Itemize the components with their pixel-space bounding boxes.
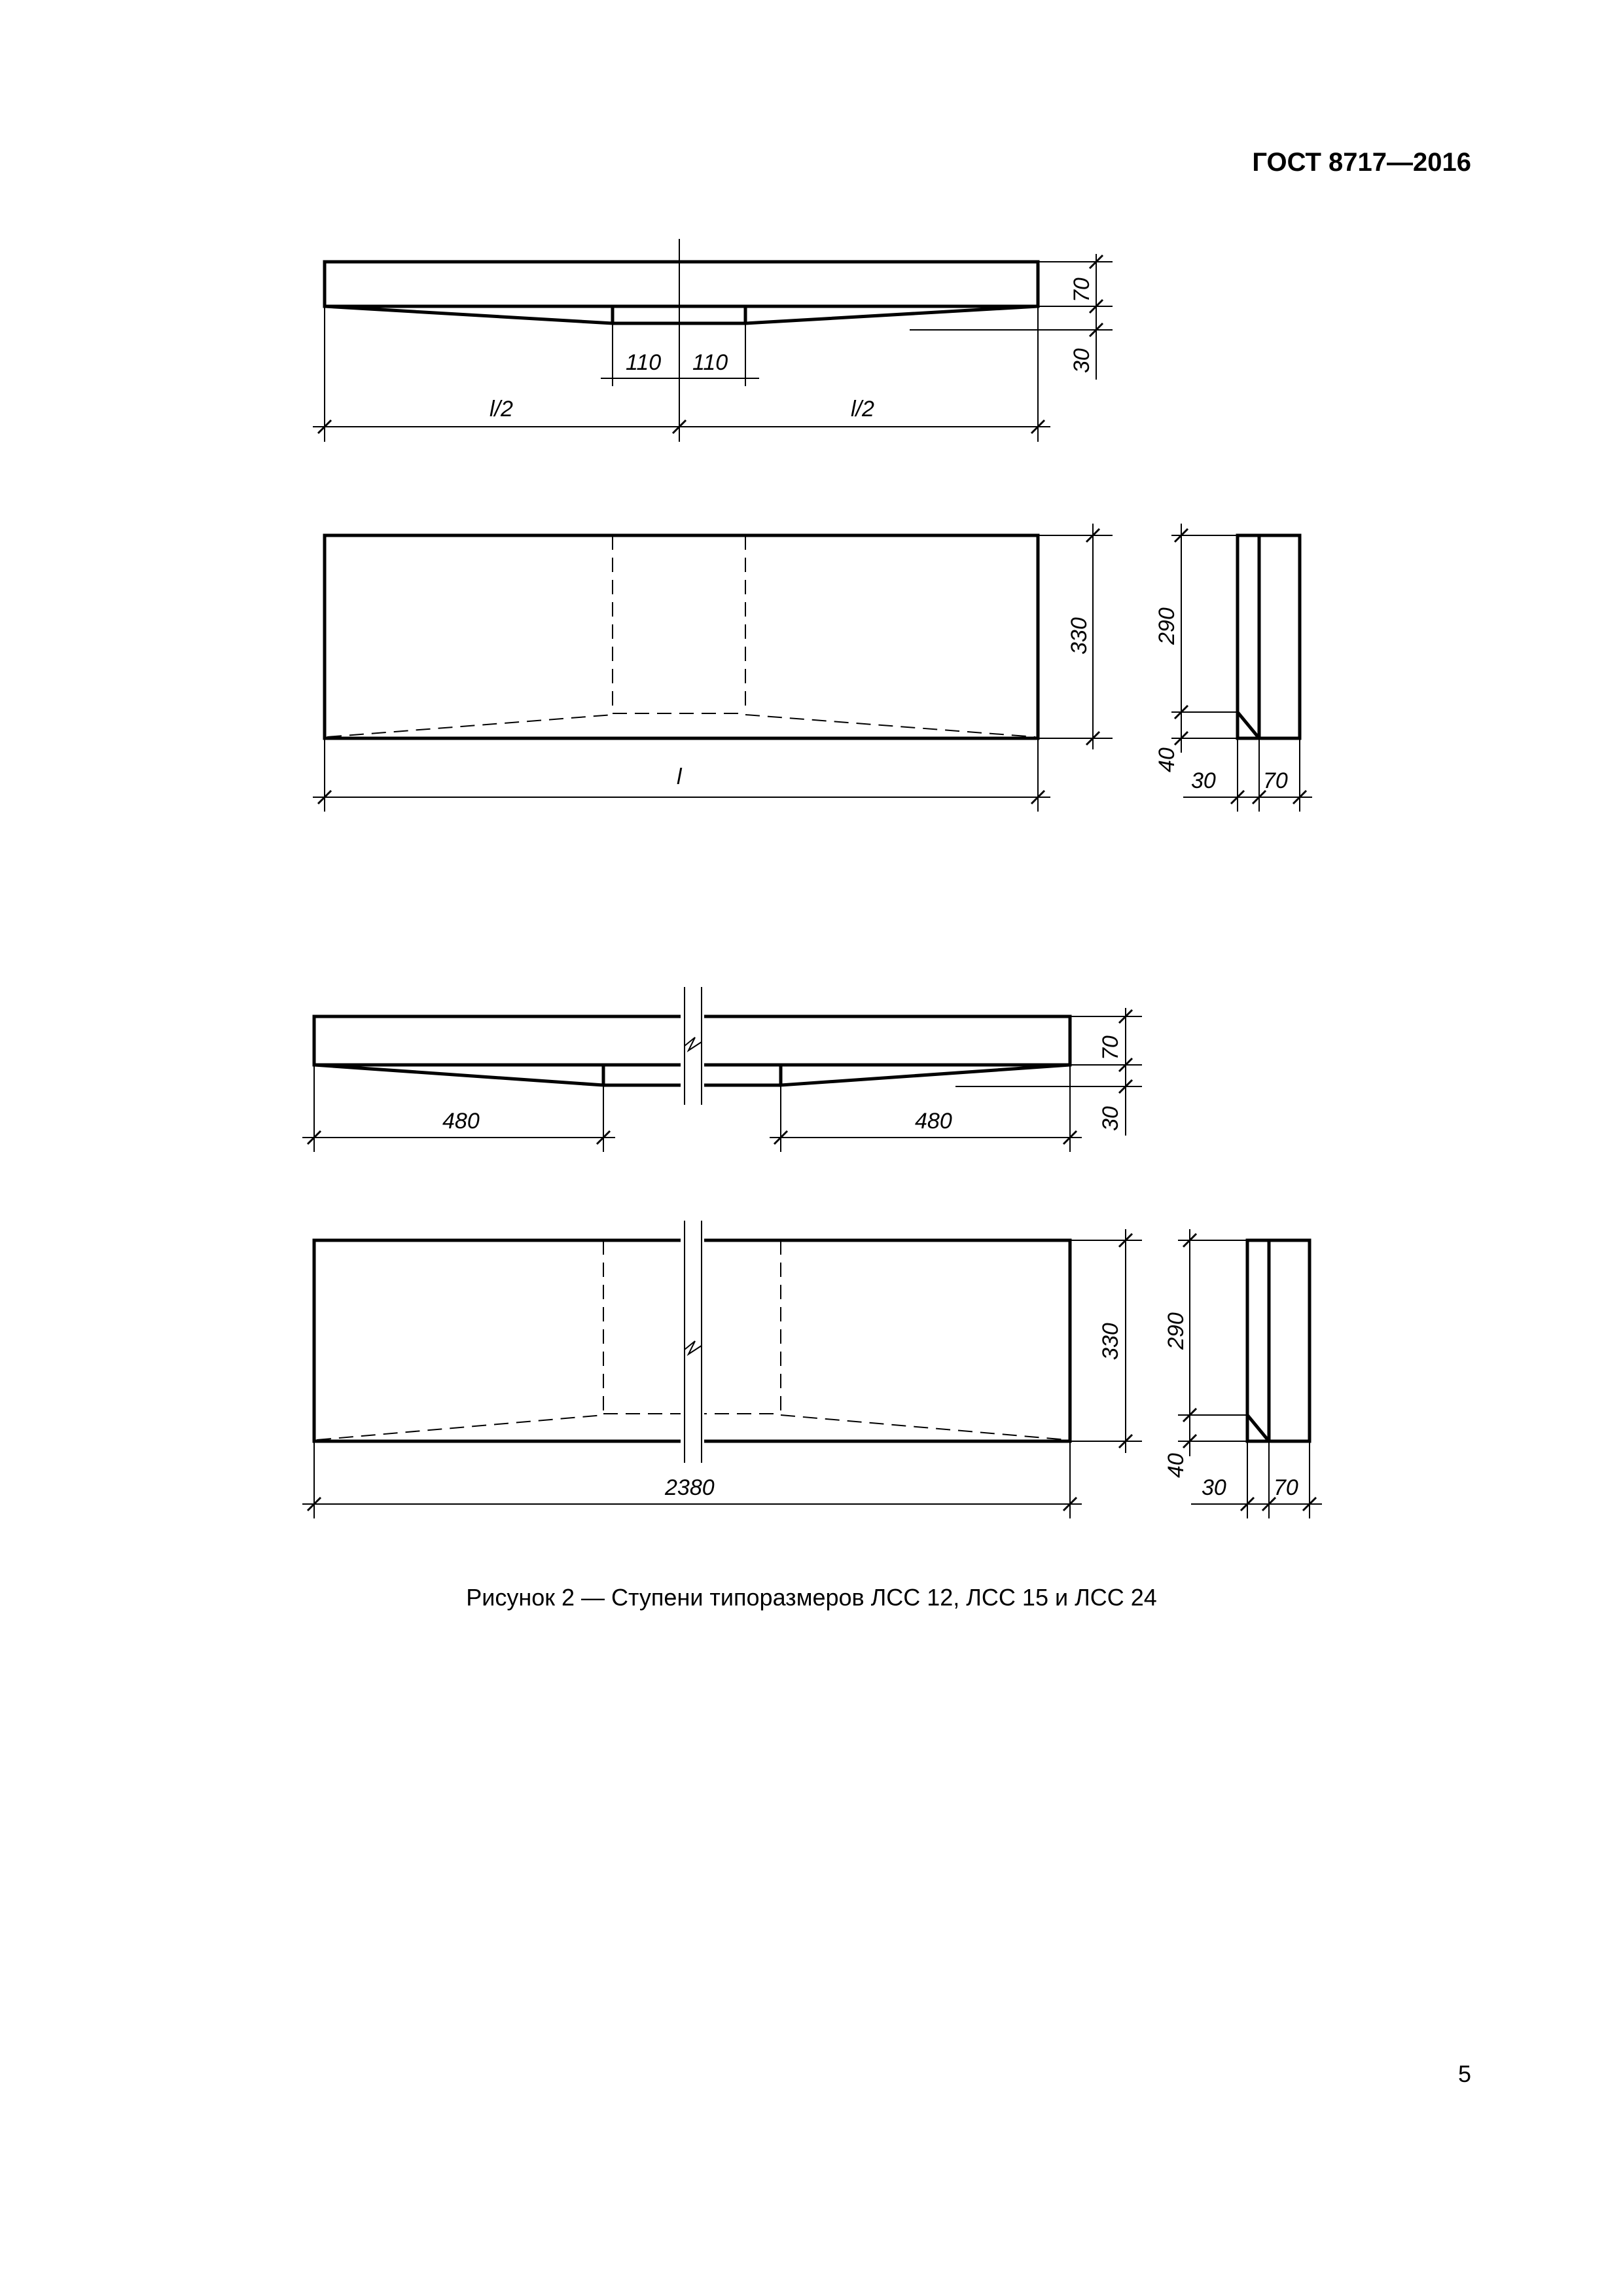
upper-dim-top-thickness: 70 — [1069, 278, 1094, 302]
upper-dim-side-chamfer: 40 — [1154, 747, 1179, 772]
upper-dim-side-height: 290 — [1154, 607, 1179, 645]
upper-dim-length: l — [677, 764, 682, 789]
upper-dim-center-left: 110 — [626, 350, 662, 375]
lower-dim-side-offset: 30 — [1202, 1475, 1226, 1500]
upper-top-view — [313, 524, 1113, 812]
page-number: 5 — [1457, 2060, 1471, 2087]
upper-dim-side-width: 70 — [1263, 768, 1288, 793]
upper-dim-half-left: l/2 — [490, 397, 513, 422]
upper-dim-half-right: l/2 — [851, 397, 874, 422]
figure-caption: Рисунок 2 — Ступени типоразмеров ЛСС 12, ЛСС 15 и ЛСС 24 — [466, 1584, 1157, 1611]
lower-dim-length: 2380 — [665, 1475, 715, 1500]
upper-dim-taper: 30 — [1069, 348, 1094, 373]
upper-dim-height: 330 — [1067, 617, 1092, 655]
upper-front-view — [313, 239, 1113, 442]
lower-dim-top-thickness: 70 — [1098, 1035, 1123, 1060]
lower-side-view — [1178, 1229, 1322, 1518]
lower-dim-side-chamfer: 40 — [1164, 1453, 1188, 1478]
upper-dim-center-right: 110 — [692, 350, 728, 375]
lower-dim-right-segment: 480 — [915, 1109, 952, 1134]
lower-dim-side-height: 290 — [1164, 1312, 1188, 1350]
standard-code: ГОСТ 8717—2016 — [1252, 148, 1471, 177]
lower-dim-side-width: 70 — [1274, 1475, 1298, 1500]
lower-dim-taper: 30 — [1098, 1106, 1123, 1131]
lower-dim-left-segment: 480 — [442, 1109, 480, 1134]
upper-dim-side-offset: 30 — [1191, 768, 1216, 793]
lower-dim-height: 330 — [1098, 1323, 1123, 1360]
lower-top-view — [302, 1221, 1142, 1518]
lower-front-view — [302, 987, 1142, 1152]
